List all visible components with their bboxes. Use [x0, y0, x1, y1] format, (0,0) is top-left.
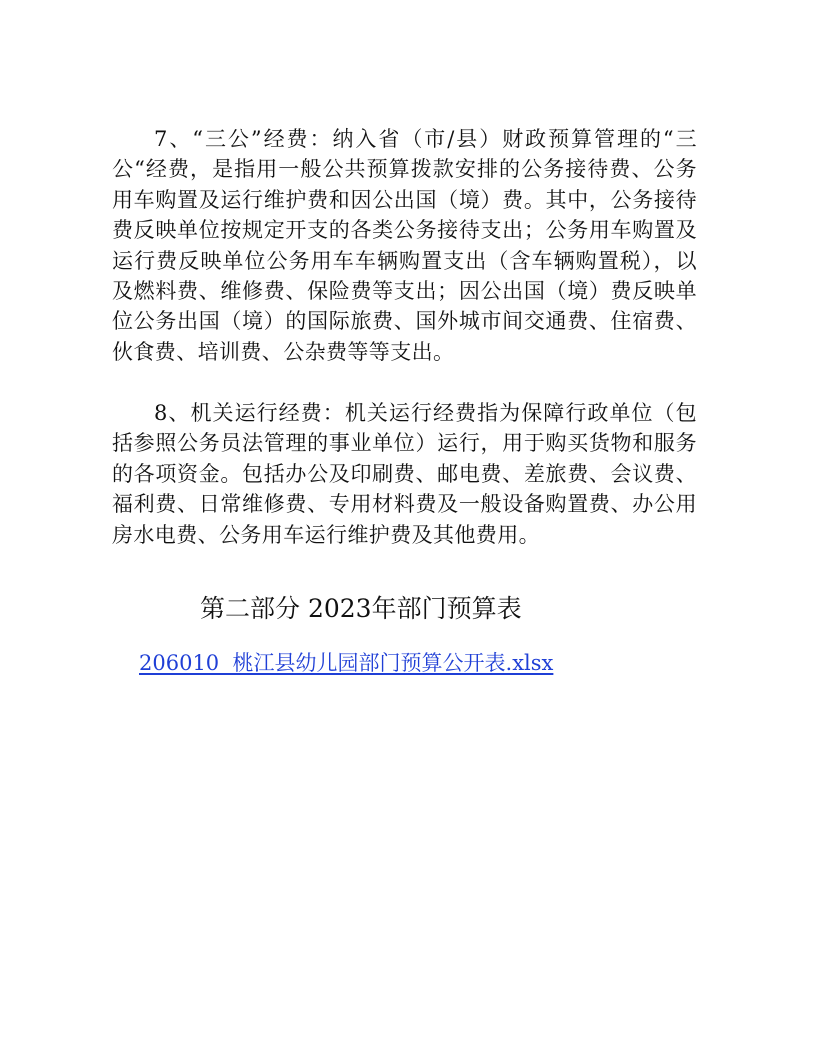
paragraph-three-public-expenses: 7、“三公”经费：纳入省（市/县）财政预算管理的“三公“经费，是指用一般公共预算拨款安排的公务接待费、公务用车购置及运行维护费和因公出国（境）费。其中，公务接待费反映单位按规定开支的各类公务接待支出；公务用车购置及运行费反映单位公务用车车辆购置支出（含车辆购置税），以及燃料费、维修费、保险费等支出；因公出国（境）费反映单位公务出国（境）的国际旅费、国外城市间交通费、住宿费、伙食费、培训费、公杂费等等支出。	[112, 127, 697, 364]
budget-table-file-link[interactable]: 206010 桃江县幼儿园部门预算公开表.xlsx	[139, 651, 554, 675]
paragraph-agency-operating-expenses: 8、机关运行经费：机关运行经费指为保障行政单位（包括参照公务员法管理的事业单位）运行，用于购买货物和服务的各项资金。包括办公及印刷费、邮电费、差旅费、会议费、福利费、日常维修费、专用材料费及一般设备购置费、办公用房水电费、公务用车运行维护费及其他费用。	[112, 401, 697, 547]
section-title: 第二部分 2023年部门预算表	[200, 594, 522, 623]
